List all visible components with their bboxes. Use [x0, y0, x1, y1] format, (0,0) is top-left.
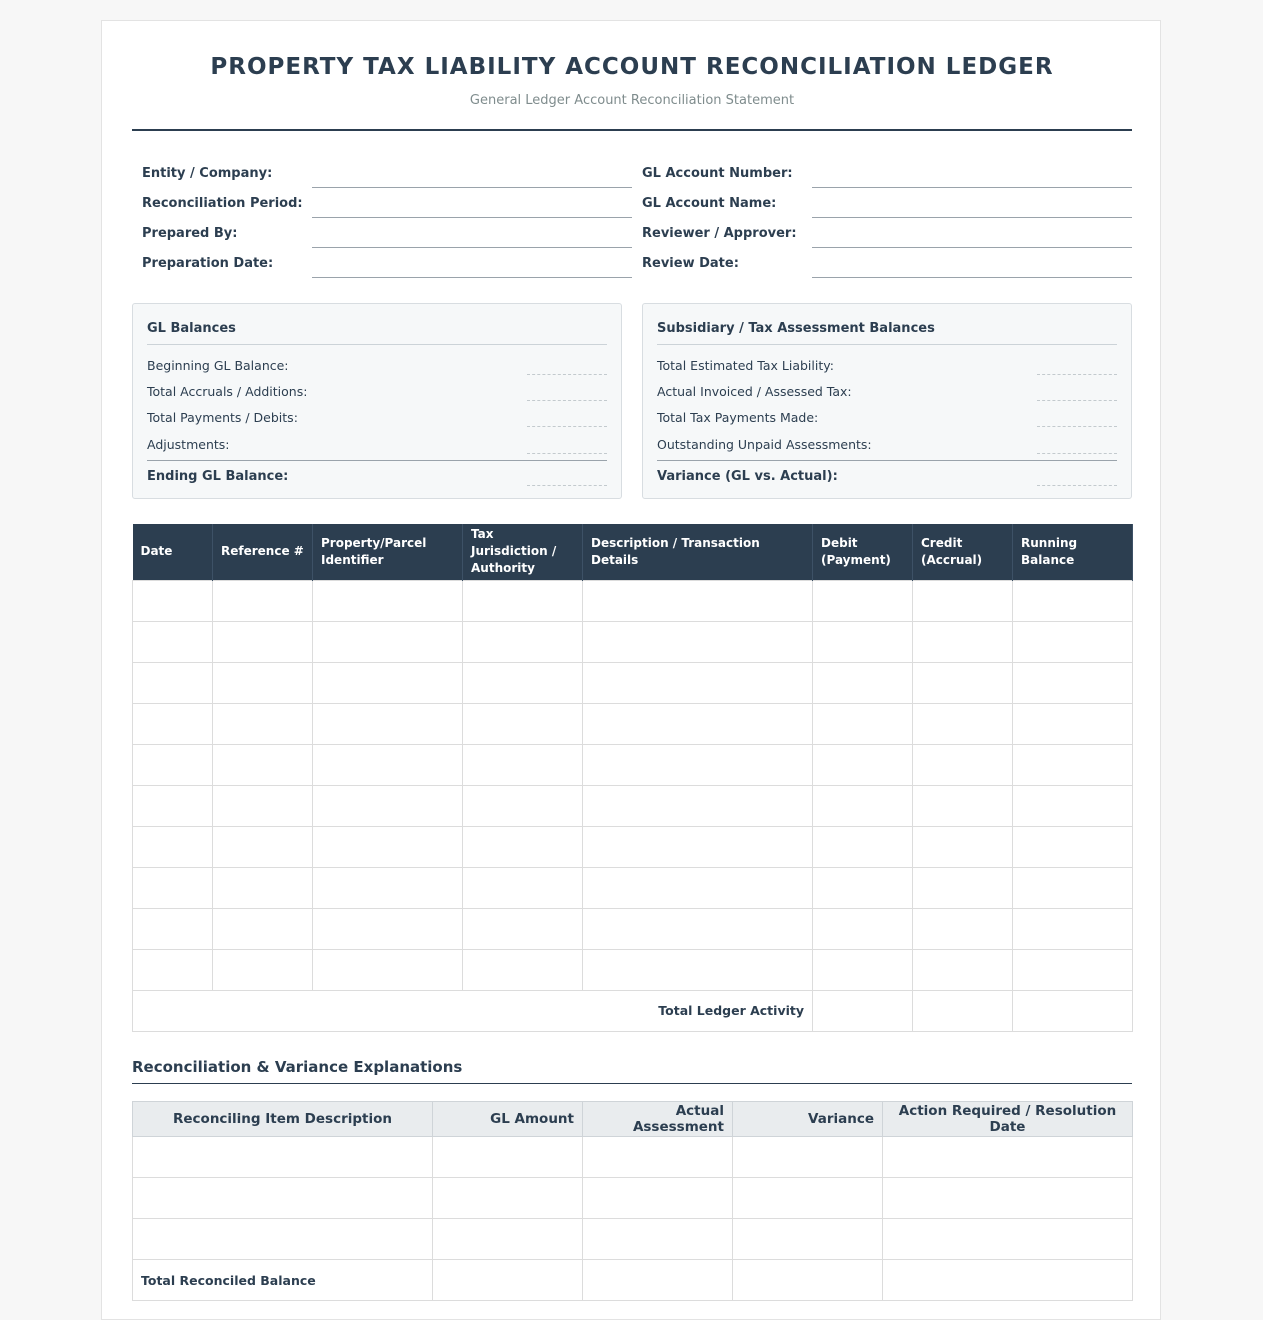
ledger-cell[interactable] — [313, 580, 463, 621]
reconciliation-cell[interactable] — [433, 1219, 583, 1260]
subsidiary-balance-value-line[interactable] — [1037, 380, 1117, 401]
ledger-cell[interactable] — [1013, 580, 1133, 621]
reconciliation-body — [133, 1137, 1133, 1260]
subsidiary-balance-value-line[interactable] — [1037, 433, 1117, 454]
subsidiary-balance-label: Total Estimated Tax Liability: — [657, 358, 834, 373]
review-date-input-line[interactable] — [812, 248, 1132, 278]
reconciliation-column-header: Reconciling Item Description — [133, 1102, 433, 1137]
ledger-cell[interactable] — [1013, 744, 1133, 785]
ledger-row — [133, 621, 1133, 662]
reconciliation-cell[interactable] — [883, 1137, 1133, 1178]
ledger-cell[interactable] — [133, 785, 213, 826]
ledger-cell[interactable] — [913, 826, 1013, 867]
reconciliation-cell[interactable] — [733, 1137, 883, 1178]
preparation-date-input-line[interactable] — [312, 248, 632, 278]
ledger-cell[interactable] — [133, 949, 213, 990]
ledger-cell[interactable] — [133, 867, 213, 908]
reconciliation-cell[interactable] — [433, 1137, 583, 1178]
ledger-cell[interactable] — [213, 785, 313, 826]
subsidiary-balances-panel — [642, 303, 1132, 499]
ledger-header-row — [133, 524, 1133, 580]
prepared-by-label: Prepared By: — [142, 226, 238, 241]
variance-row — [657, 465, 1117, 489]
ledger-table — [132, 524, 1133, 1032]
ledger-cell[interactable] — [463, 703, 583, 744]
reconciliation-cell[interactable] — [583, 1219, 733, 1260]
ledger-document — [101, 20, 1161, 1320]
reconciliation-cell[interactable] — [133, 1178, 433, 1219]
ledger-row — [133, 826, 1133, 867]
ledger-cell[interactable] — [313, 908, 463, 949]
ledger-cell[interactable] — [313, 744, 463, 785]
ledger-column-header: Reference # — [213, 524, 313, 580]
gl-balances-total-divider — [147, 460, 607, 461]
document-title: PROPERTY TAX LIABILITY ACCOUNT RECONCILIATION LEDGER — [210, 54, 1054, 80]
ledger-cell[interactable] — [213, 662, 313, 703]
reconciliation-column-header: Actual Assessment — [583, 1102, 733, 1137]
ledger-cell[interactable] — [813, 826, 913, 867]
ledger-cell[interactable] — [463, 949, 583, 990]
reconciliation-total-gl-cell[interactable] — [433, 1260, 583, 1301]
ledger-total-label: Total Ledger Activity — [133, 990, 813, 1031]
gl-account-number-label: GL Account Number: — [642, 166, 793, 181]
ledger-cell[interactable] — [913, 662, 1013, 703]
gl-balance-label: Adjustments: — [147, 437, 230, 452]
ledger-cell[interactable] — [913, 867, 1013, 908]
ledger-cell[interactable] — [583, 580, 813, 621]
ledger-cell[interactable] — [583, 949, 813, 990]
ledger-cell[interactable] — [463, 867, 583, 908]
ledger-cell[interactable] — [133, 908, 213, 949]
variance-value-line[interactable] — [1037, 465, 1117, 486]
ledger-total-debit-cell[interactable] — [813, 990, 913, 1031]
ledger-cell[interactable] — [313, 621, 463, 662]
ledger-cell[interactable] — [913, 703, 1013, 744]
variance-label: Variance (GL vs. Actual): — [657, 469, 838, 484]
gl-balance-value-line[interactable] — [527, 433, 607, 454]
ledger-cell[interactable] — [583, 908, 813, 949]
ledger-cell[interactable] — [1013, 703, 1133, 744]
reconciliation-row — [133, 1178, 1133, 1219]
reconciliation-row — [133, 1137, 1133, 1178]
gl-account-name-label: GL Account Name: — [642, 196, 777, 211]
ledger-cell[interactable] — [583, 703, 813, 744]
reconciliation-total-variance-cell[interactable] — [733, 1260, 883, 1301]
ledger-row — [133, 580, 1133, 621]
ledger-cell[interactable] — [463, 662, 583, 703]
ledger-cell[interactable] — [463, 826, 583, 867]
reconciliation-section-heading: Reconciliation & Variance Explanations — [132, 1058, 1132, 1084]
reviewer-approver-label: Reviewer / Approver: — [642, 226, 797, 241]
ledger-column-header: Tax Jurisdiction / Authority — [463, 524, 583, 580]
title-divider — [132, 129, 1132, 131]
reconciliation-cell[interactable] — [583, 1137, 733, 1178]
subsidiary-balances-title: Subsidiary / Tax Assessment Balances — [657, 321, 1117, 345]
subsidiary-balance-row — [657, 354, 1117, 378]
ledger-cell[interactable] — [813, 867, 913, 908]
ledger-column-header: Description / Transaction Details — [583, 524, 813, 580]
gl-balance-row — [147, 406, 607, 430]
gl-balance-row — [147, 433, 607, 457]
reconciliation-total-row — [133, 1260, 1133, 1301]
ledger-cell[interactable] — [133, 744, 213, 785]
subsidiary-balance-row — [657, 406, 1117, 430]
ledger-cell[interactable] — [313, 867, 463, 908]
ledger-cell[interactable] — [313, 949, 463, 990]
ledger-cell[interactable] — [583, 662, 813, 703]
ledger-row — [133, 703, 1133, 744]
ledger-cell[interactable] — [213, 580, 313, 621]
ledger-cell[interactable] — [583, 785, 813, 826]
ledger-cell[interactable] — [1013, 949, 1133, 990]
ledger-cell[interactable] — [583, 744, 813, 785]
reviewer-approver-field[interactable] — [632, 218, 1132, 248]
subsidiary-balance-label: Outstanding Unpaid Assessments: — [657, 437, 872, 452]
gl-balances-panel — [132, 303, 622, 499]
ledger-cell[interactable] — [583, 867, 813, 908]
subsidiary-balance-row — [657, 380, 1117, 404]
entity-company-input-line[interactable] — [312, 158, 632, 188]
ledger-cell[interactable] — [463, 621, 583, 662]
ledger-column-header: Credit (Accrual) — [913, 524, 1013, 580]
ledger-cell[interactable] — [1013, 621, 1133, 662]
preparation-date-field[interactable] — [132, 248, 632, 278]
ledger-cell[interactable] — [133, 621, 213, 662]
reconciliation-cell[interactable] — [883, 1178, 1133, 1219]
reconciliation-column-header: GL Amount — [433, 1102, 583, 1137]
ledger-column-header: Running Balance — [1013, 524, 1133, 580]
ending-gl-balance-label: Ending GL Balance: — [147, 469, 289, 484]
ledger-cell[interactable] — [463, 580, 583, 621]
reconciliation-cell[interactable] — [583, 1178, 733, 1219]
ledger-row — [133, 785, 1133, 826]
reconciliation-total-assessment-cell[interactable] — [583, 1260, 733, 1301]
reconciliation-total-action-cell[interactable] — [883, 1260, 1133, 1301]
review-date-field[interactable] — [632, 248, 1132, 278]
ledger-cell[interactable] — [583, 621, 813, 662]
subsidiary-balance-row — [657, 433, 1117, 457]
ledger-cell[interactable] — [813, 949, 913, 990]
ledger-cell[interactable] — [813, 703, 913, 744]
reconciliation-table — [132, 1101, 1133, 1301]
ledger-row — [133, 949, 1133, 990]
ledger-total-credit-cell[interactable] — [913, 990, 1013, 1031]
reconciliation-row — [133, 1219, 1133, 1260]
ledger-cell[interactable] — [913, 580, 1013, 621]
gl-balance-label: Total Payments / Debits: — [147, 410, 298, 425]
ledger-cell[interactable] — [913, 908, 1013, 949]
ledger-cell[interactable] — [913, 621, 1013, 662]
entity-company-label: Entity / Company: — [142, 166, 273, 181]
ledger-column-header: Date — [133, 524, 213, 580]
gl-balance-row — [147, 354, 607, 378]
ledger-cell[interactable] — [463, 744, 583, 785]
review-date-label: Review Date: — [642, 256, 739, 271]
ledger-cell[interactable] — [133, 662, 213, 703]
reconciliation-header-row — [133, 1102, 1133, 1137]
reconciliation-period-label: Reconciliation Period: — [142, 196, 303, 211]
gl-balances-title: GL Balances — [147, 321, 607, 345]
ledger-column-header: Debit (Payment) — [813, 524, 913, 580]
ledger-cell[interactable] — [1013, 662, 1133, 703]
reconciliation-total-label: Total Reconciled Balance — [133, 1260, 433, 1301]
gl-account-name-field[interactable] — [632, 188, 1132, 218]
ending-gl-balance-value-line[interactable] — [527, 465, 607, 486]
subsidiary-balance-value-line[interactable] — [1037, 354, 1117, 375]
ledger-cell[interactable] — [313, 703, 463, 744]
gl-balance-label: Beginning GL Balance: — [147, 358, 289, 373]
gl-balance-row — [147, 380, 607, 404]
entity-company-field[interactable] — [132, 158, 632, 188]
reviewer-approver-input-line[interactable] — [812, 218, 1132, 248]
ledger-total-balance-cell[interactable] — [1013, 990, 1133, 1031]
gl-balance-label: Total Accruals / Additions: — [147, 384, 308, 399]
preparation-date-label: Preparation Date: — [142, 256, 274, 271]
ledger-row — [133, 867, 1133, 908]
ledger-cell[interactable] — [213, 908, 313, 949]
reconciliation-period-input-line[interactable] — [312, 188, 632, 218]
ledger-cell[interactable] — [313, 785, 463, 826]
ledger-row — [133, 908, 1133, 949]
ledger-cell[interactable] — [813, 744, 913, 785]
ledger-cell[interactable] — [813, 908, 913, 949]
ledger-cell[interactable] — [583, 826, 813, 867]
ledger-cell[interactable] — [213, 703, 313, 744]
reconciliation-cell[interactable] — [733, 1178, 883, 1219]
gl-balance-value-line[interactable] — [527, 380, 607, 401]
reconciliation-cell[interactable] — [133, 1137, 433, 1178]
subsidiary-balance-label: Total Tax Payments Made: — [657, 410, 819, 425]
ledger-cell[interactable] — [913, 949, 1013, 990]
reconciliation-cell[interactable] — [883, 1219, 1133, 1260]
gl-account-name-input-line[interactable] — [812, 188, 1132, 218]
subsidiary-balances-total-divider — [657, 460, 1117, 461]
ledger-cell[interactable] — [813, 580, 913, 621]
ledger-row — [133, 662, 1133, 703]
ledger-cell[interactable] — [133, 826, 213, 867]
ledger-cell[interactable] — [313, 826, 463, 867]
ledger-cell[interactable] — [133, 580, 213, 621]
ledger-cell[interactable] — [213, 949, 313, 990]
gl-account-number-field[interactable] — [632, 158, 1132, 188]
reconciliation-column-header: Action Required / Resolution Date — [883, 1102, 1133, 1137]
gl-balance-value-line[interactable] — [527, 406, 607, 427]
ledger-row — [133, 744, 1133, 785]
ledger-cell[interactable] — [213, 867, 313, 908]
document-subtitle: General Ledger Account Reconciliation Statement — [469, 93, 795, 108]
reconciliation-column-header: Variance — [733, 1102, 883, 1137]
ledger-cell[interactable] — [1013, 908, 1133, 949]
ledger-cell[interactable] — [813, 785, 913, 826]
ledger-cell[interactable] — [1013, 826, 1133, 867]
gl-account-number-input-line[interactable] — [812, 158, 1132, 188]
ledger-cell[interactable] — [913, 744, 1013, 785]
reconciliation-cell[interactable] — [433, 1178, 583, 1219]
reconciliation-period-field[interactable] — [132, 188, 632, 218]
prepared-by-field[interactable] — [132, 218, 632, 248]
gl-balance-value-line[interactable] — [527, 354, 607, 375]
ledger-cell[interactable] — [313, 662, 463, 703]
ledger-body — [133, 580, 1133, 990]
ledger-cell[interactable] — [913, 785, 1013, 826]
ledger-cell[interactable] — [213, 744, 313, 785]
ending-gl-balance-row — [147, 465, 607, 489]
prepared-by-input-line[interactable] — [312, 218, 632, 248]
ledger-cell[interactable] — [133, 703, 213, 744]
ledger-cell[interactable] — [213, 621, 313, 662]
ledger-cell[interactable] — [813, 662, 913, 703]
ledger-cell[interactable] — [463, 908, 583, 949]
ledger-cell[interactable] — [1013, 867, 1133, 908]
ledger-cell[interactable] — [813, 621, 913, 662]
ledger-cell[interactable] — [1013, 785, 1133, 826]
subsidiary-balance-label: Actual Invoiced / Assessed Tax: — [657, 384, 852, 399]
ledger-cell[interactable] — [463, 785, 583, 826]
reconciliation-cell[interactable] — [733, 1219, 883, 1260]
ledger-column-header: Property/Parcel Identifier — [313, 524, 463, 580]
ledger-cell[interactable] — [213, 826, 313, 867]
subsidiary-balance-value-line[interactable] — [1037, 406, 1117, 427]
reconciliation-cell[interactable] — [133, 1219, 433, 1260]
ledger-total-row — [133, 990, 1133, 1031]
